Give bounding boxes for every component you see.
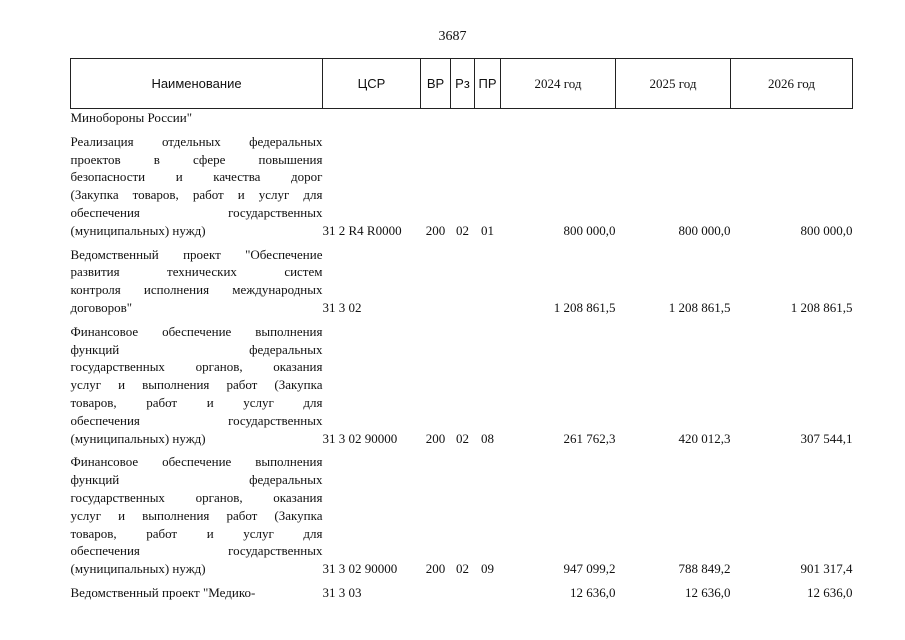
row-amount-2026: 800 000,0 bbox=[800, 222, 853, 238]
row-csr: 31 2 R4 R0000 bbox=[322, 222, 402, 238]
table-row bbox=[71, 317, 853, 448]
row-name bbox=[71, 240, 323, 317]
table-row bbox=[71, 578, 853, 602]
header-rz: Рз bbox=[451, 59, 475, 109]
row-name-line: Финансовое обеспечение выполнения bbox=[70, 454, 323, 470]
row-name-line: государственных органов, оказания bbox=[70, 359, 323, 375]
row-name-line: (муниципальных) нужд) bbox=[70, 430, 206, 446]
row-vr: 200 bbox=[425, 222, 446, 238]
row-rz bbox=[451, 578, 475, 602]
row-amount-2024 bbox=[501, 109, 616, 127]
row-amount-2026: 12 636,0 bbox=[807, 584, 853, 600]
row-name-line: безопасности и качества дорог bbox=[70, 169, 323, 185]
row-pr bbox=[475, 578, 501, 602]
row-pr: 08 bbox=[481, 430, 494, 446]
row-amount-2026 bbox=[731, 109, 853, 127]
row-name bbox=[71, 127, 323, 240]
row-csr: 31 3 02 bbox=[322, 299, 362, 315]
row-pr: 01 bbox=[481, 222, 494, 238]
row-name-line: функций федеральных bbox=[70, 472, 323, 488]
row-name-line: функций федеральных bbox=[70, 341, 323, 357]
row-name-line: Ведомственный проект "Обеспечение bbox=[70, 246, 323, 262]
row-name-line: товаров, работ и услуг для bbox=[70, 525, 323, 541]
row-vr bbox=[421, 578, 451, 602]
header-2024: 2024 год bbox=[501, 59, 616, 109]
row-name-line: контроля исполнения международных bbox=[70, 282, 323, 298]
header-2026: 2026 год bbox=[731, 59, 853, 109]
row-name-line: проектов в сфере повышения bbox=[70, 151, 323, 167]
row-name-line: (муниципальных) нужд) bbox=[70, 561, 206, 577]
row-pr bbox=[475, 109, 501, 127]
row-name-line: обеспечения государственных bbox=[70, 204, 323, 220]
row-vr: 200 bbox=[425, 561, 446, 577]
row-name-line: обеспечения государственных bbox=[70, 543, 323, 559]
row-amount-2025: 788 849,2 bbox=[678, 561, 731, 577]
row-csr: 31 3 02 90000 bbox=[322, 561, 398, 577]
row-rz bbox=[451, 240, 475, 317]
row-name-line: услуг и выполнения работ (Закупка bbox=[70, 507, 323, 523]
row-rz: 02 bbox=[456, 222, 469, 238]
row-csr: 31 3 02 90000 bbox=[322, 430, 398, 446]
row-name bbox=[71, 109, 323, 127]
row-amount-2025: 420 012,3 bbox=[678, 430, 731, 446]
row-amount-2024: 261 762,3 bbox=[563, 430, 616, 446]
row-name-line: развития технических систем bbox=[70, 264, 323, 280]
header-csr: ЦСР bbox=[323, 59, 421, 109]
row-amount-2024: 800 000,0 bbox=[563, 222, 616, 238]
row-name-line: Финансовое обеспечение выполнения bbox=[70, 323, 323, 339]
row-vr bbox=[421, 109, 451, 127]
row-amount-2025: 800 000,0 bbox=[678, 222, 731, 238]
header-name: Наименование bbox=[71, 59, 323, 109]
row-amount-2026: 901 317,4 bbox=[800, 561, 853, 577]
table-header-row bbox=[71, 59, 853, 109]
row-amount-2025: 1 208 861,5 bbox=[668, 299, 731, 315]
table-row bbox=[71, 127, 853, 240]
row-amount-2025: 12 636,0 bbox=[685, 584, 731, 600]
row-rz bbox=[451, 109, 475, 127]
table-row bbox=[71, 109, 853, 127]
row-name-line: (Закупка товаров, работ и услуг для bbox=[70, 187, 323, 203]
row-amount-2026: 307 544,1 bbox=[800, 430, 853, 446]
row-csr bbox=[323, 109, 421, 127]
row-amount-2026: 1 208 861,5 bbox=[790, 299, 853, 315]
row-csr: 31 3 03 bbox=[322, 584, 362, 600]
table-row bbox=[71, 447, 853, 578]
row-name-line: Минобороны России" bbox=[70, 110, 193, 125]
row-amount-2024: 1 208 861,5 bbox=[553, 299, 616, 315]
row-vr bbox=[421, 240, 451, 317]
row-pr bbox=[475, 240, 501, 317]
row-name-line: (муниципальных) нужд) bbox=[70, 222, 206, 238]
row-name-line: государственных органов, оказания bbox=[70, 489, 323, 505]
row-name-line: товаров, работ и услуг для bbox=[70, 394, 323, 410]
row-name-line: обеспечения государственных bbox=[70, 412, 323, 428]
row-name-line: договоров" bbox=[70, 299, 133, 315]
row-name-line: Ведомственный проект "Медико- bbox=[70, 584, 256, 600]
table-body bbox=[71, 109, 853, 602]
row-amount-2024: 947 099,2 bbox=[563, 561, 616, 577]
row-name-line: Реализация отдельных федеральных bbox=[70, 133, 323, 149]
header-pr: ПР bbox=[475, 59, 501, 109]
row-rz: 02 bbox=[456, 561, 469, 577]
row-vr: 200 bbox=[425, 430, 446, 446]
table-row bbox=[71, 240, 853, 317]
budget-table bbox=[70, 58, 853, 602]
row-name bbox=[71, 317, 323, 448]
header-2025: 2025 год bbox=[616, 59, 731, 109]
row-name bbox=[71, 447, 323, 578]
row-pr: 09 bbox=[481, 561, 494, 577]
row-name-line: услуг и выполнения работ (Закупка bbox=[70, 377, 323, 393]
row-name bbox=[71, 578, 323, 602]
page-number: 3687 bbox=[438, 29, 467, 44]
row-rz: 02 bbox=[456, 430, 469, 446]
header-vr: ВР bbox=[421, 59, 451, 109]
row-amount-2024: 12 636,0 bbox=[570, 584, 616, 600]
row-amount-2025 bbox=[616, 109, 731, 127]
